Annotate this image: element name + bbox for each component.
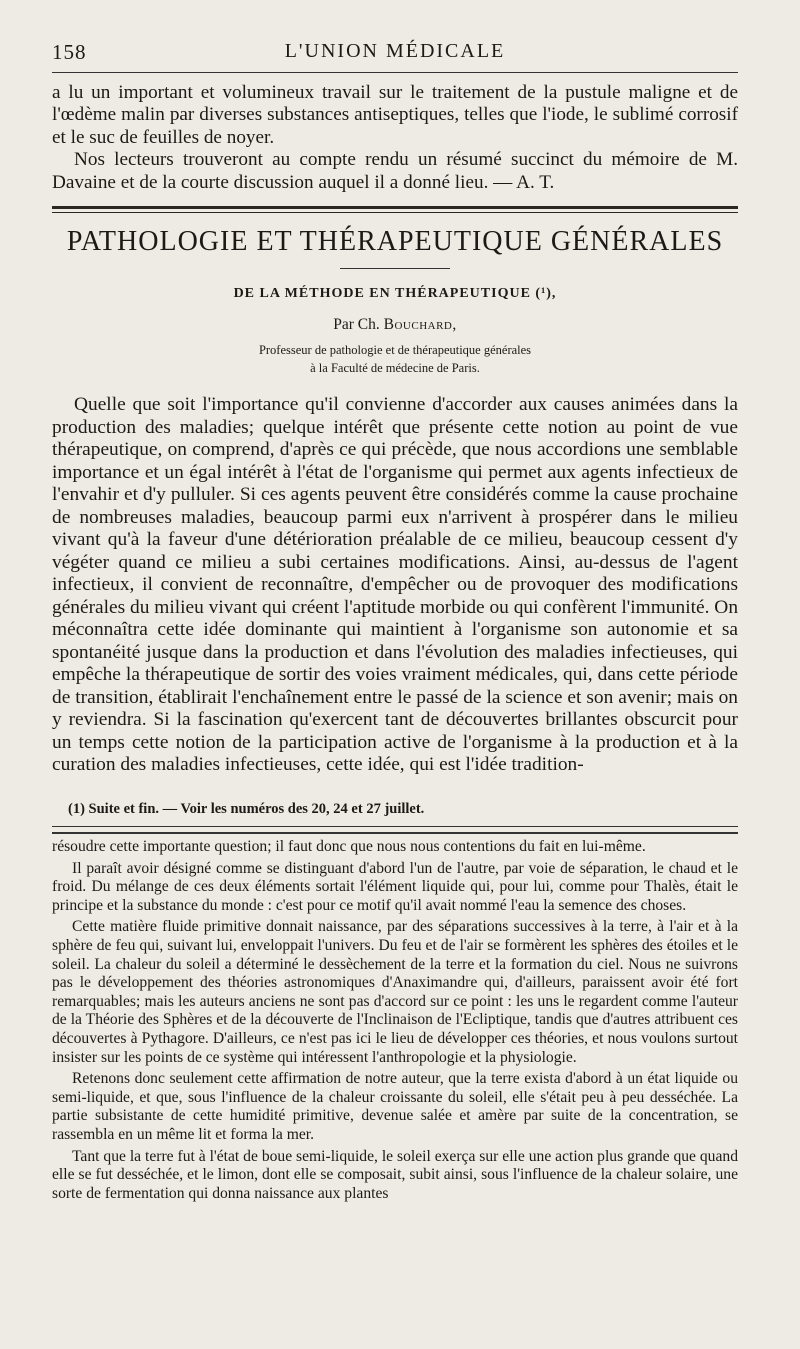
article-title: DE LA MÉTHODE EN THÉRAPEUTIQUE (¹), <box>233 286 557 301</box>
header-rule <box>52 72 738 73</box>
feuilleton-text <box>52 838 738 1206</box>
intro-paragraph-1: a lu un important et volumineux travail sur le traitement de la pustule maligne et de l'œdème malin par diverses substances antiseptiques, telles que l'iode, le sublimé corrosif et le suc de feuilles de noyer. <box>52 82 738 148</box>
article-body <box>52 394 738 777</box>
feuilleton-rule <box>52 826 738 827</box>
author-affiliation-1: Professeur de pathologie et de thérapeutique générales <box>258 343 532 357</box>
author-name: Bouchard, <box>383 316 457 333</box>
feuilleton-rule-thick <box>52 832 738 834</box>
article-paragraph: Quelle que soit l'importance qu'il convienne d'accorder aux causes animées dans la production des maladies; quelque intérêt que présente cette notion au point de vue thérapeutique, on comprend, d'après ce qui précède, que nous accordions une semblable importance et un égal intérêt à l'état de l'organisme qui permet aux agents infectieux de l'envahir et d'y pulluler. Si ces agents peuvent être considérés comme la cause prochaine de nombreuses maladies, beaucoup parmi eux n'arrivent à prospérer dans le milieu vivant qu'à la faveur d'une détérioration préalable de ce milieu, beaucoup cessent d'y végéter quand ce milieu a subi certaines modifications. Ainsi, au-dessus de l'agent infectieux, il convient de reconnaître, d'empêcher ou de provoquer des modifications générales du milieu vivant qui créent l'aptitude morbide ou qui confèrent l'immunité. On méconnaîtra cette idée dominante qui maintient à l'organisme son autonomie et sa spontanéité jusque dans la production et dans l'évolution des maladies infectieuses, qui empêche la thérapeutique de sortir des voies vraiment médicales, qui, dans cette période de transition, établirait l'enchaînement entre le passé de la science et son avenir; mais on y reviendra. Si la fascination qu'exercent tant de découvertes brillantes obscurcit pour un temps cette notion de la participation active de l'organisme à la production et à la curation des maladies infectieuses, cette idée, qui est l'idée tradition- <box>52 394 739 775</box>
feuilleton-paragraph-5: Tant que la terre fut à l'état de boue semi-liquide, le soleil exerça sur elle une action plus grande que quand elle se fut desséchée, et le limon, dont elle se composait, subit ainsi, sous l'influence de la chaleur solaire, une sorte de fermentation qui donna naissance aux plantes <box>52 1147 738 1202</box>
author-prefix: Par Ch. <box>333 316 380 333</box>
intro-paragraph-2: Nos lecteurs trouveront au compte rendu un résumé succinct du mémoire de M. Davaine et de la courte discussion auquel il a donné lieu. — A. T. <box>52 149 738 193</box>
feuilleton-paragraph-3: Cette matière fluide primitive donnait naissance, par des séparations successives à la terre, à l'air et à la sphère de feu qui, suivant lui, enveloppait l'univers. Du feu et de l'air se formèrent les sphères des étoiles et le soleil. La chaleur du soleil a déterminé le dessèchement de la terre et la formation du ciel. Nous ne suivrons pas le développement des théories astronomiques d'Anaximandre qui, d'ailleurs, paraissent avoir été fort remarquables; mais les auteurs anciens ne sont pas d'accord sur ce point : les uns le regardent comme l'auteur de la Théorie des Sphères et de la découverte de l'Inclinaison de l'Ecliptique, tandis que d'autres attribuent ces découvertes à Pythagore. D'ailleurs, ce n'est pas ici le lieu de développer ces théories, et nous voulons surtout insister sur les points de ce système qui intéressent l'anthropologie et la physiologie. <box>52 918 738 1066</box>
author-affiliation-2: à la Faculté de médecine de Paris. <box>310 361 480 375</box>
footnote: (1) Suite et fin. — Voir les numéros des 20, 24 et 27 juillet. <box>68 801 425 817</box>
feuilleton-paragraph-1: résoudre cette importante question; il faut donc que nous nous contentions du fait en lui-même. <box>52 838 646 855</box>
page-header <box>52 38 738 68</box>
section-divider <box>52 206 738 213</box>
title-rule <box>340 268 450 269</box>
author-line <box>52 316 738 334</box>
feuilleton-paragraph-2: Il paraît avoir désigné comme se distinguant d'abord l'un de l'autre, par voie de séparation, le chaud et le froid. Du mélange de ces deux éléments sortait l'élément liquide qui, pour lui, comme pour Thalès, était le principe et la substance du monde : c'est pour ce motif qu'il avait nommé l'eau la semence des choses. <box>52 859 738 914</box>
feuilleton-paragraph-4: Retenons donc seulement cette affirmation de notre auteur, que la terre exista d'abord à un état liquide ou semi-liquide, et que, sous l'influence de la chaleur croissante du soleil, elle s'était peu à peu desséchée. La partie subsistante de cette humidité primitive, devenue salée et amère par suite de la concentration, se rassembla en un même lit et forma la mer. <box>52 1070 738 1143</box>
page-number: 158 <box>52 40 87 64</box>
section-title: PATHOLOGIE ET THÉRAPEUTIQUE GÉNÉRALES <box>66 226 724 257</box>
intro-text <box>52 82 738 194</box>
journal-title: L'UNION MÉDICALE <box>284 40 506 62</box>
